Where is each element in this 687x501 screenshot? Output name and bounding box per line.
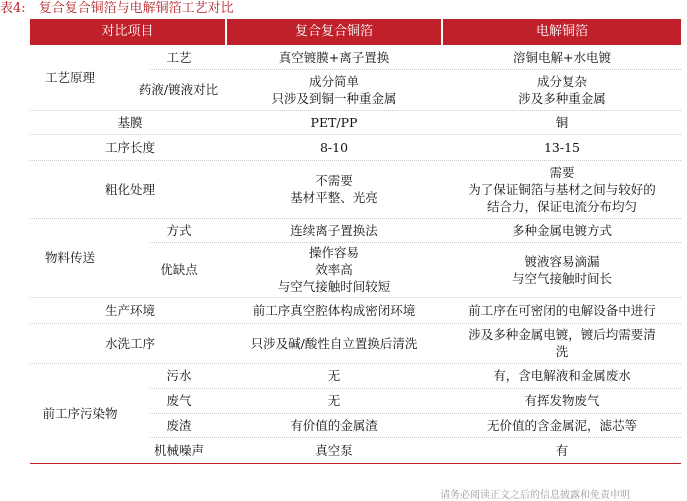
cell-line: 结合力，保证电流分布均匀 <box>486 198 637 214</box>
label-method: 方式 <box>166 222 192 238</box>
label-residue: 废渣 <box>166 417 192 433</box>
cell-method-electrolytic: 多种金属电镀方式 <box>511 222 612 238</box>
cell-line: 只涉及到铜一种重金属 <box>271 90 397 106</box>
label-washing: 水洗工序 <box>104 335 155 351</box>
cell-length-composite: 8-10 <box>319 139 349 155</box>
cell-proscons-composite <box>227 242 441 297</box>
cell-line: 成分复杂 <box>536 73 587 89</box>
header-electrolytic-copper: 电解铜箔 <box>443 19 681 45</box>
label-production-environment: 生产环境 <box>104 302 155 318</box>
cell-wastewater-electrolytic: 有，含电解液和金属废水 <box>493 368 631 383</box>
cell-line: 洗 <box>555 344 569 359</box>
cell-wastewater-composite: 无 <box>327 368 341 383</box>
cell-line: 为了保证铜箔与基材之间与较好的 <box>468 181 656 197</box>
cell-solution-composite <box>227 69 441 110</box>
cell-line: 需要 <box>549 164 575 180</box>
table-bottom-rule <box>30 463 681 464</box>
cell-line: 操作容易 <box>308 245 359 260</box>
table-caption: 表4: 复合复合铜箔与电解铜箔工艺对比 <box>0 1 234 16</box>
cell-roughening-electrolytic <box>443 160 681 218</box>
cell-substrate-electrolytic: 铜 <box>555 114 569 130</box>
cell-line: 与空气接触时间较短 <box>277 279 391 294</box>
cell-length-electrolytic: 13-15 <box>543 139 581 155</box>
cell-roughening-composite <box>227 160 441 218</box>
label-pros-cons: 优缺点 <box>160 262 198 277</box>
cell-washing-composite: 只涉及碱/酸性自立置换后清洗 <box>250 335 418 351</box>
cell-craft-electrolytic: 溶铜电解+水电镀 <box>513 49 611 65</box>
cell-solution-electrolytic <box>443 69 681 110</box>
cell-method-composite: 连续离子置换法 <box>290 222 378 238</box>
group-pollutants: 前工序污染物 <box>42 405 118 421</box>
cell-line: 镀液容易滴漏 <box>524 253 600 269</box>
cell-gas-composite: 无 <box>327 393 341 408</box>
header-composite-copper: 复合复合铜箔 <box>227 19 441 45</box>
cell-washing-electrolytic <box>443 323 681 363</box>
label-roughening: 粗化处理 <box>104 181 155 197</box>
cell-line: 涉及多种金属电镀，镀后均需要清 <box>468 327 656 342</box>
label-mechanical-noise: 机械噪声 <box>153 442 204 458</box>
label-solution-compare: 药液/镀液对比 <box>138 82 219 97</box>
group-process-principle: 工艺原理 <box>44 70 95 85</box>
cell-proscons-electrolytic <box>443 242 681 297</box>
cell-residue-composite: 有价值的金属渣 <box>290 417 378 433</box>
cell-line: 涉及多种重金属 <box>518 90 606 106</box>
comparison-table <box>30 19 681 493</box>
label-process-length: 工序长度 <box>104 139 155 155</box>
cell-environment-electrolytic: 前工序在可密闭的电解设备中进行 <box>468 302 656 318</box>
label-exhaust-gas: 废气 <box>166 393 192 408</box>
cell-noise-composite: 真空泵 <box>315 442 353 458</box>
cell-substrate-composite: PET/PP <box>310 114 358 130</box>
label-wastewater: 污水 <box>166 368 192 383</box>
cell-gas-electrolytic: 有挥发物废气 <box>524 393 600 408</box>
group-material-transport: 物料传送 <box>44 250 95 265</box>
cell-line: 效率高 <box>315 262 353 277</box>
cell-line: 不需要 <box>315 173 353 188</box>
cell-line: 与空气接触时间长 <box>511 270 612 286</box>
cell-craft-composite: 真空镀膜+离子置换 <box>278 49 390 65</box>
cell-residue-electrolytic: 无价值的含金属泥，滤芯等 <box>486 417 637 433</box>
cell-environment-composite: 前工序真空腔体构成密闭环境 <box>252 302 416 318</box>
cell-line: 成分简单 <box>308 73 359 89</box>
header-compare-item: 对比项目 <box>30 19 225 45</box>
label-substrate: 基膜 <box>117 114 143 130</box>
footer-disclaimer: 请务必阅读正文之后的信息披露和免责申明 <box>440 490 630 501</box>
cell-noise-electrolytic: 有 <box>555 442 569 458</box>
label-craft: 工艺 <box>166 49 192 65</box>
cell-line: 基材平整、光亮 <box>290 190 378 205</box>
